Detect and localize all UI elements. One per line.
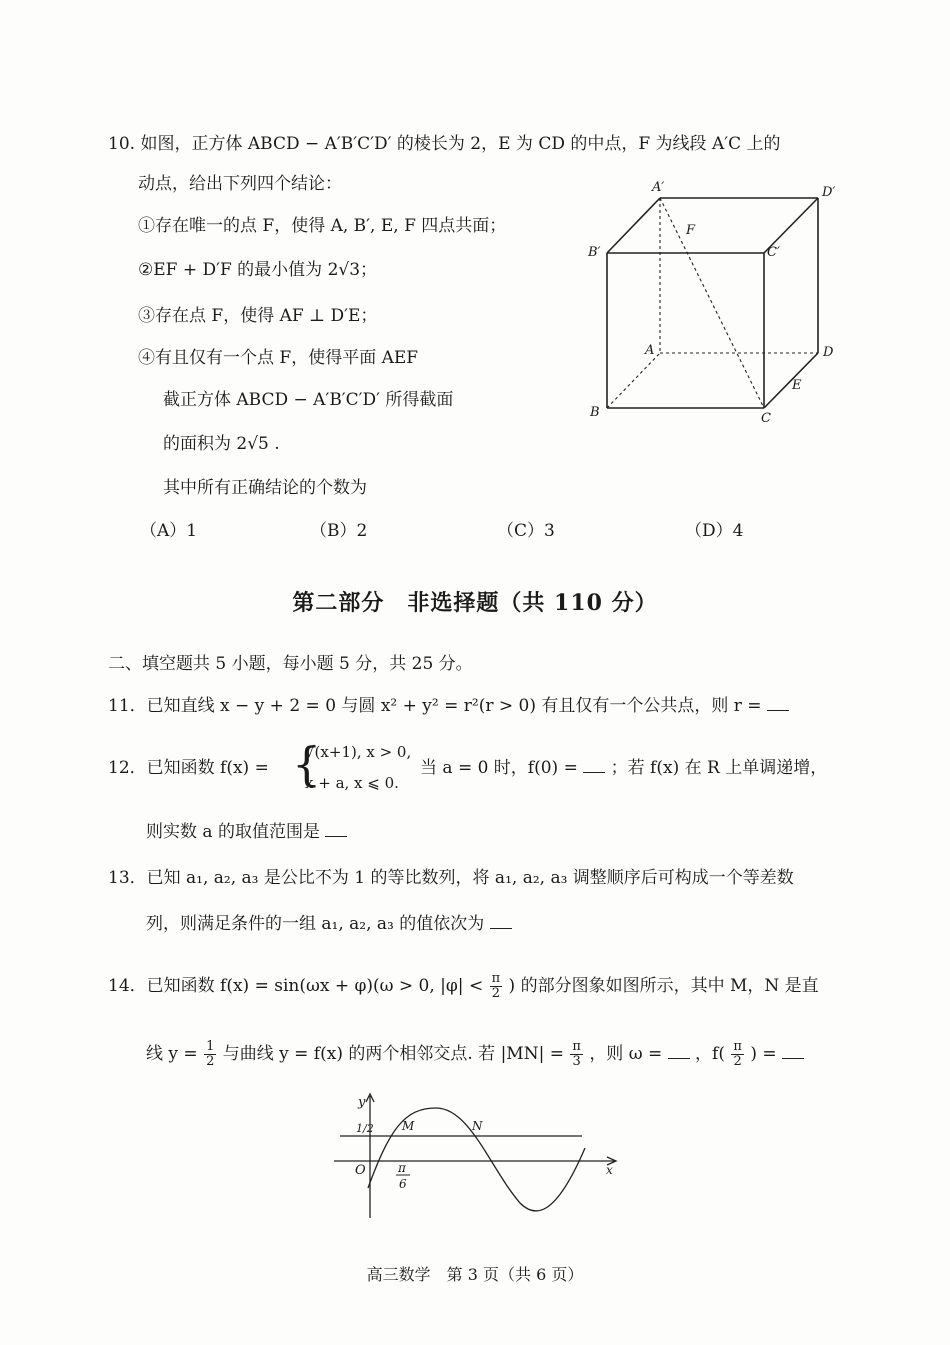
q13-line1: 13．已知 a₁, a₂, a₃ 是公比不为 1 的等比数列，将 a₁, a₂, a₃ 调整顺序后可构成一个等差数 [108, 868, 794, 888]
q12-line2 [146, 820, 347, 844]
frac-den: 3 [572, 1054, 581, 1069]
label-x: x [606, 1163, 613, 1177]
q14-line1a: 14．已知函数 f(x) = sin(ωx + φ)(ω > 0, |φ| < [108, 976, 484, 996]
choice-b[interactable]: （B）2 [310, 521, 368, 541]
q14-line2b: 与曲线 y = f(x) 的两个相邻交点. 若 |MN| = [222, 1044, 564, 1064]
q13-answer-blank[interactable] [490, 914, 512, 929]
q12-rest [420, 756, 827, 780]
choice-c[interactable]: （C）3 [497, 521, 555, 541]
edge-cd [764, 353, 818, 408]
q14-line2e: ) = [750, 1044, 777, 1064]
label-f: F [686, 223, 696, 238]
fraction-1-over-2 [204, 1040, 216, 1069]
label-c1: C′ [767, 245, 780, 260]
label-m: M [402, 1119, 415, 1133]
label-pi6-num: π [398, 1161, 406, 1175]
q10-statement-4-cont: 截正方体 ABCD − A′B′C′D′ 所得截面 [163, 390, 454, 410]
q10-question: 其中所有正确结论的个数为 [163, 478, 367, 498]
frac-den: 2 [733, 1054, 742, 1069]
label-a: A [645, 343, 655, 358]
q10-statement-4: ④有且仅有一个点 F，使得平面 AEF [138, 348, 419, 368]
q12-case-2: x + a, x ⩽ 0. [305, 774, 399, 792]
q10-statement-4-end: 的面积为 2√5 . [163, 434, 280, 454]
segment-a1c [660, 198, 764, 408]
q12-answer-blank-1[interactable] [583, 758, 605, 773]
q10-number: 10. [108, 134, 136, 154]
fraction-pi-over-3 [570, 1040, 583, 1069]
frac-num: 1 [206, 1039, 215, 1054]
frac-num: π [572, 1039, 581, 1054]
frac-den: 2 [491, 986, 500, 1001]
q14-line2 [146, 1040, 804, 1069]
q12-line2-text: 则实数 a 的取值范围是 [146, 822, 320, 842]
q11-text: 11．已知直线 x − y + 2 = 0 与圆 x² + y² = r²(r > 0) 有且仅有一个公共点，则 r = [108, 696, 762, 716]
frac-num: π [733, 1039, 742, 1054]
edge-b1a1 [607, 198, 660, 253]
q14-answer-blank-2[interactable] [782, 1044, 804, 1059]
label-b: B [590, 405, 600, 420]
q12-rest-a: 当 a = 0 时，f(0) = [420, 758, 578, 778]
q14-answer-blank-1[interactable] [668, 1044, 690, 1059]
label-n: N [472, 1119, 483, 1133]
q12-answer-blank-2[interactable] [325, 822, 347, 837]
label-half: 1/2 [356, 1122, 374, 1135]
q14-line1 [108, 972, 819, 1001]
edge-ba [607, 353, 660, 408]
q10-text: 如图，正方体 ABCD − A′B′C′D′ 的棱长为 2，E 为 CD 的中点，F 为线段 A′C 上的 [140, 134, 781, 154]
label-a1: A′ [652, 180, 665, 195]
label-e: E [792, 378, 802, 393]
piecewise-brace: { [292, 737, 322, 791]
section-title: 第二部分 非选择题（共 110 分） [292, 590, 658, 616]
frac-den: 2 [206, 1054, 215, 1069]
q14-line2d: ，f( [695, 1044, 725, 1064]
choice-a[interactable]: （A）1 [140, 521, 198, 541]
choice-d[interactable]: （D）4 [685, 521, 744, 541]
q10-statement-3: ③存在点 F，使得 AF ⊥ D′E； [138, 306, 378, 326]
label-d: D [823, 345, 834, 360]
q12-lead: 12．已知函数 f(x) = [108, 758, 269, 778]
q12-case-1: √(x+1), x > 0, [305, 743, 412, 761]
label-c: C [761, 411, 771, 426]
q12-rest-b: ；若 f(x) 在 R 上单调递增， [610, 758, 828, 778]
q14-line1b: ) 的部分图象如图所示，其中 M，N 是直 [508, 976, 819, 996]
fraction-pi-over-2 [490, 972, 503, 1001]
cube-figure [578, 176, 848, 431]
q10-line2: 动点，给出下列四个结论： [138, 174, 342, 194]
q10-statement-2: ②EF + D′F 的最小值为 2√3； [138, 260, 378, 280]
q14-line2a: 线 y = [146, 1044, 198, 1064]
q10-line1 [108, 132, 781, 156]
fraction-pi-over-2 [731, 1040, 744, 1069]
label-pi6-den: 6 [399, 1177, 407, 1191]
sine-graph [330, 1088, 630, 1223]
label-o: O [355, 1163, 366, 1178]
page-footer: 高三数学 第 3 页（共 6 页） [366, 1265, 584, 1284]
q10-statement-1: ①存在唯一的点 F，使得 A, B′, E, F 四点共面； [138, 216, 507, 236]
q14-line2c: ，则 ω = [589, 1044, 663, 1064]
q13-line2-text: 列，则满足条件的一组 a₁, a₂, a₃ 的值依次为 [146, 914, 485, 934]
label-d1: D′ [822, 185, 836, 200]
fill-in-heading: 二、填空题共 5 小题，每小题 5 分，共 25 分。 [108, 654, 473, 674]
frac-num: π [491, 971, 501, 986]
label-b1: B′ [588, 245, 601, 260]
q13-line2 [146, 912, 512, 936]
q11-answer-blank[interactable] [767, 696, 789, 711]
q11 [108, 694, 789, 718]
label-y: y [358, 1095, 366, 1110]
